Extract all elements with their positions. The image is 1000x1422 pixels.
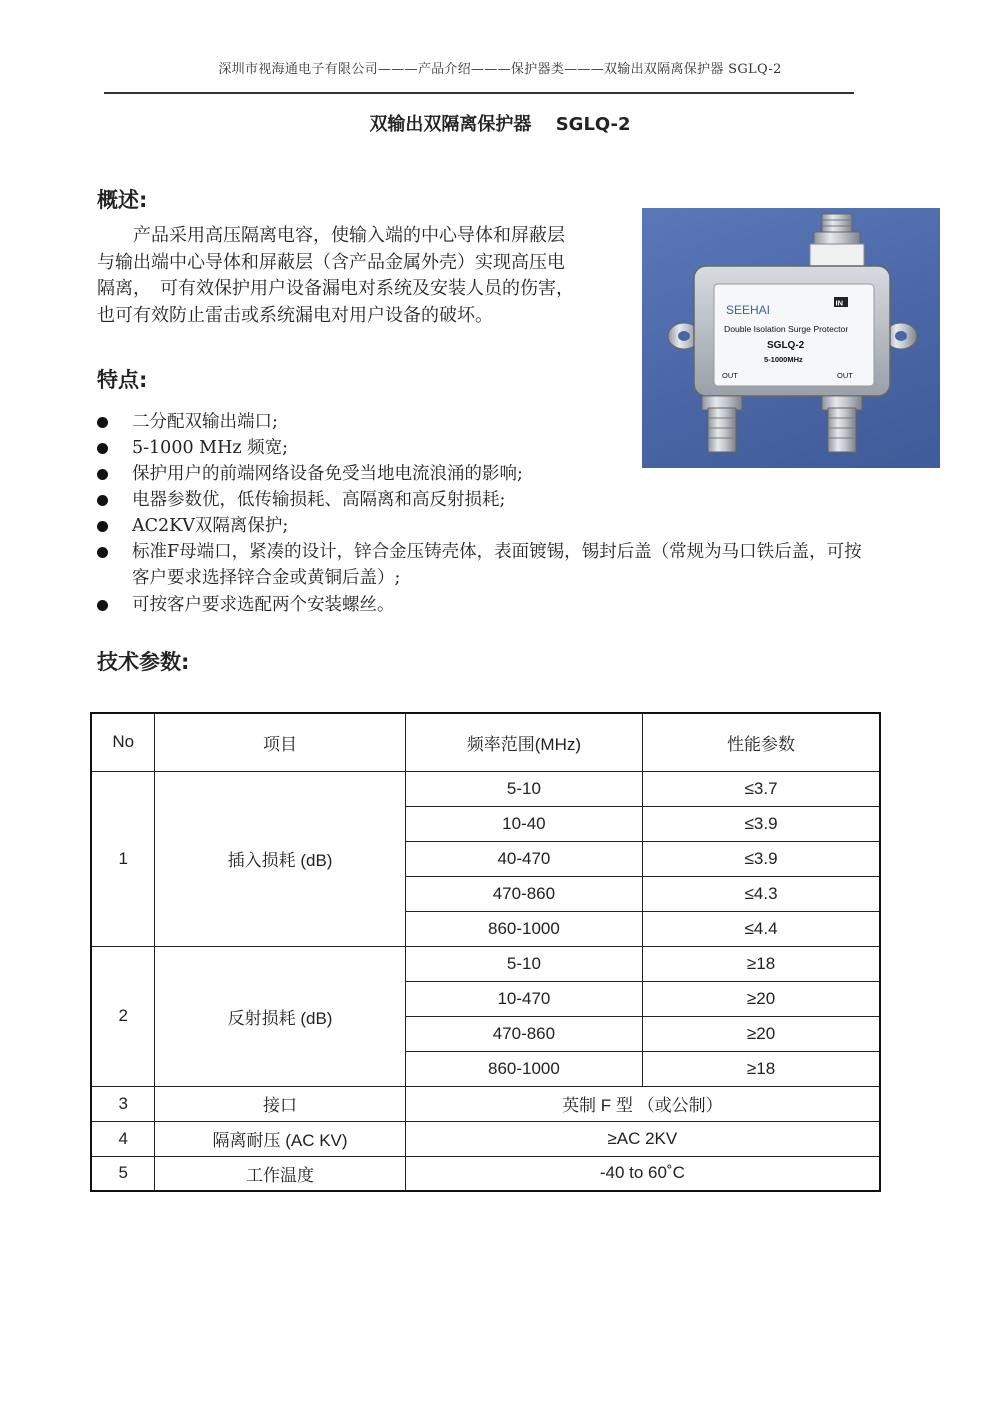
brand-label: SEEHAI bbox=[726, 303, 771, 317]
frequency-label: 5-1000MHz bbox=[764, 355, 803, 364]
bullet-icon bbox=[97, 469, 108, 480]
out-right-label: OUT bbox=[837, 371, 853, 380]
value-cell: ≥18 bbox=[643, 1051, 880, 1086]
overview-paragraph bbox=[97, 223, 642, 329]
overview-line: 产品采用高压隔离电容，使输入端的中心导体和屏蔽层 bbox=[97, 225, 565, 246]
row-item: 插入损耗 (dB) bbox=[155, 771, 405, 946]
table-row bbox=[91, 1086, 880, 1121]
table-row bbox=[91, 1121, 880, 1156]
header-no: No bbox=[91, 713, 155, 771]
frequency-cell: 860-1000 bbox=[405, 1051, 642, 1086]
table-row bbox=[91, 771, 880, 806]
table-row bbox=[91, 1156, 880, 1191]
overview-line: 隔离， 可有效保护用户设备漏电对系统及安装人员的伤害， bbox=[97, 278, 574, 299]
frequency-cell: 10-40 bbox=[405, 806, 642, 841]
in-port-label: IN bbox=[835, 298, 843, 308]
value-cell: ≤3.7 bbox=[643, 771, 880, 806]
specs-heading: 技术参数: bbox=[97, 650, 190, 674]
bullet-icon bbox=[97, 600, 108, 611]
value-cell: ≥20 bbox=[643, 1016, 880, 1051]
product-name-label: Double Isolation Surge Protector bbox=[724, 324, 849, 334]
bullet-icon bbox=[97, 443, 108, 454]
spec-table bbox=[90, 712, 881, 1192]
value-cell: ≥18 bbox=[643, 946, 880, 981]
features-heading: 特点: bbox=[97, 368, 148, 392]
overview-line: 也可有效防止雷击或系统漏电对用户设备的破坏。 bbox=[97, 304, 493, 326]
row-number: 1 bbox=[91, 771, 155, 946]
header-rule bbox=[104, 92, 854, 94]
value-cell: ≥AC 2KV bbox=[405, 1121, 880, 1156]
header-item: 项目 bbox=[155, 713, 405, 771]
overview-line: 与输出端中心导体和屏蔽层（含产品金属外壳）实现高压电 bbox=[97, 251, 565, 273]
frequency-cell: 5-10 bbox=[405, 946, 642, 981]
value-cell: ≤4.4 bbox=[643, 911, 880, 946]
frequency-cell: 860-1000 bbox=[405, 911, 642, 946]
out-left-label: OUT bbox=[722, 371, 738, 380]
table-header-row bbox=[91, 713, 880, 771]
row-item: 反射损耗 (dB) bbox=[155, 946, 405, 1086]
value-cell: -40 to 60˚C bbox=[405, 1156, 880, 1191]
page-header: 深圳市视海通电子有限公司———产品介绍———保护器类———双输出双隔离保护器 SGLQ-2 bbox=[218, 62, 782, 77]
row-number: 3 bbox=[91, 1086, 155, 1121]
model-label: SGLQ-2 bbox=[767, 340, 805, 351]
value-cell: 英制 F 型 （或公制） bbox=[405, 1086, 880, 1121]
overview-heading: 概述: bbox=[97, 188, 148, 212]
frequency-cell: 470-860 bbox=[405, 876, 642, 911]
table-row bbox=[91, 946, 880, 981]
bullet-icon bbox=[97, 495, 108, 506]
row-number: 5 bbox=[91, 1156, 155, 1191]
header-performance: 性能参数 bbox=[643, 713, 880, 771]
frequency-cell: 5-10 bbox=[405, 771, 642, 806]
value-cell: ≤3.9 bbox=[643, 841, 880, 876]
header-frequency: 频率范围(MHz) bbox=[405, 713, 642, 771]
bullet-icon bbox=[97, 417, 108, 428]
bullet-icon bbox=[97, 547, 108, 558]
bullet-icon bbox=[97, 521, 108, 532]
value-cell: ≤4.3 bbox=[643, 876, 880, 911]
frequency-cell: 40-470 bbox=[405, 841, 642, 876]
document-title: 双输出双隔离保护器 SGLQ-2 bbox=[369, 114, 631, 135]
row-item: 隔离耐压 (AC KV) bbox=[155, 1121, 405, 1156]
value-cell: ≤3.9 bbox=[643, 806, 880, 841]
frequency-cell: 10-470 bbox=[405, 981, 642, 1016]
row-number: 4 bbox=[91, 1121, 155, 1156]
row-item: 接口 bbox=[155, 1086, 405, 1121]
row-number: 2 bbox=[91, 946, 155, 1086]
row-item: 工作温度 bbox=[155, 1156, 405, 1191]
value-cell: ≥20 bbox=[643, 981, 880, 1016]
frequency-cell: 470-860 bbox=[405, 1016, 642, 1051]
